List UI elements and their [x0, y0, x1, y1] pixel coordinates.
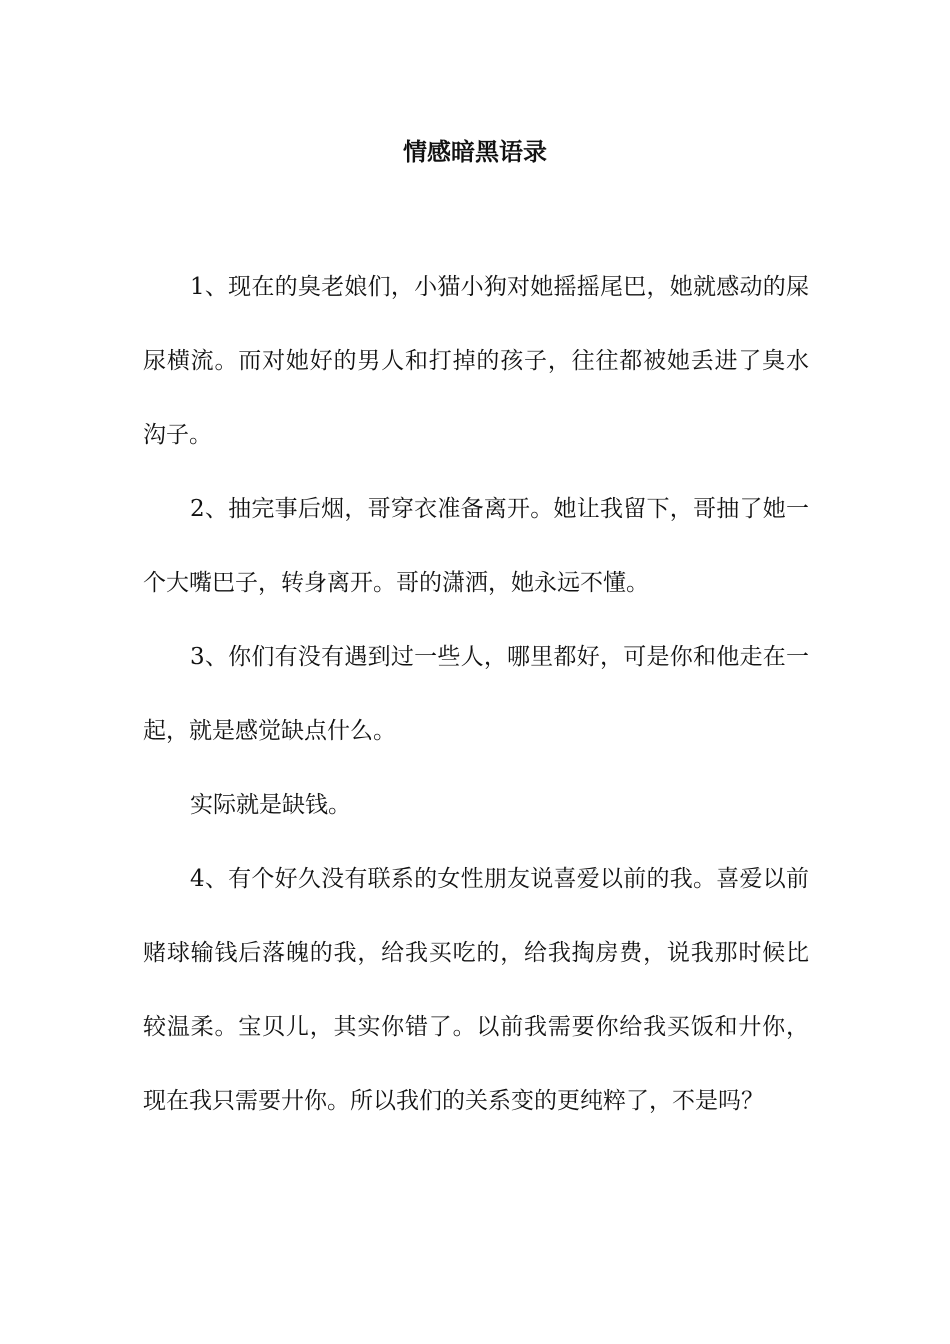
- paragraph-2: 2、抽完事后烟，哥穿衣准备离开。她让我留下，哥抽了她一个大嘴巴子，转身离开。哥的潇洒，她永远不懂。: [143, 496, 809, 596]
- document-title: 情感暗黑语录: [403, 137, 547, 166]
- paragraph-3-continued: 实际就是缺钱。: [190, 792, 351, 818]
- paragraph-1: 1、现在的臭老娘们，小猫小狗对她摇摇尾巴，她就感动的屎尿横流。而对她好的男人和打掉的孩子，往往都被她丢进了臭水沟子。: [143, 274, 809, 448]
- paragraph-4: 4、有个好久没有联系的女性朋友说喜爱以前的我。喜爱以前赌球输钱后落魄的我，给我买吃的，给我掏房费，说我那时候比较温柔。宝贝儿，其实你错了。以前我需要你给我买饭和廾你，现在我只需要廾你。所以我们的关系变的更纯粹了，不是吗？: [143, 866, 809, 1114]
- document-body: [143, 250, 809, 1138]
- paragraph-3: 3、你们有没有遇到过一些人，哪里都好，可是你和他走在一起，就是感觉缺点什么。: [143, 644, 809, 744]
